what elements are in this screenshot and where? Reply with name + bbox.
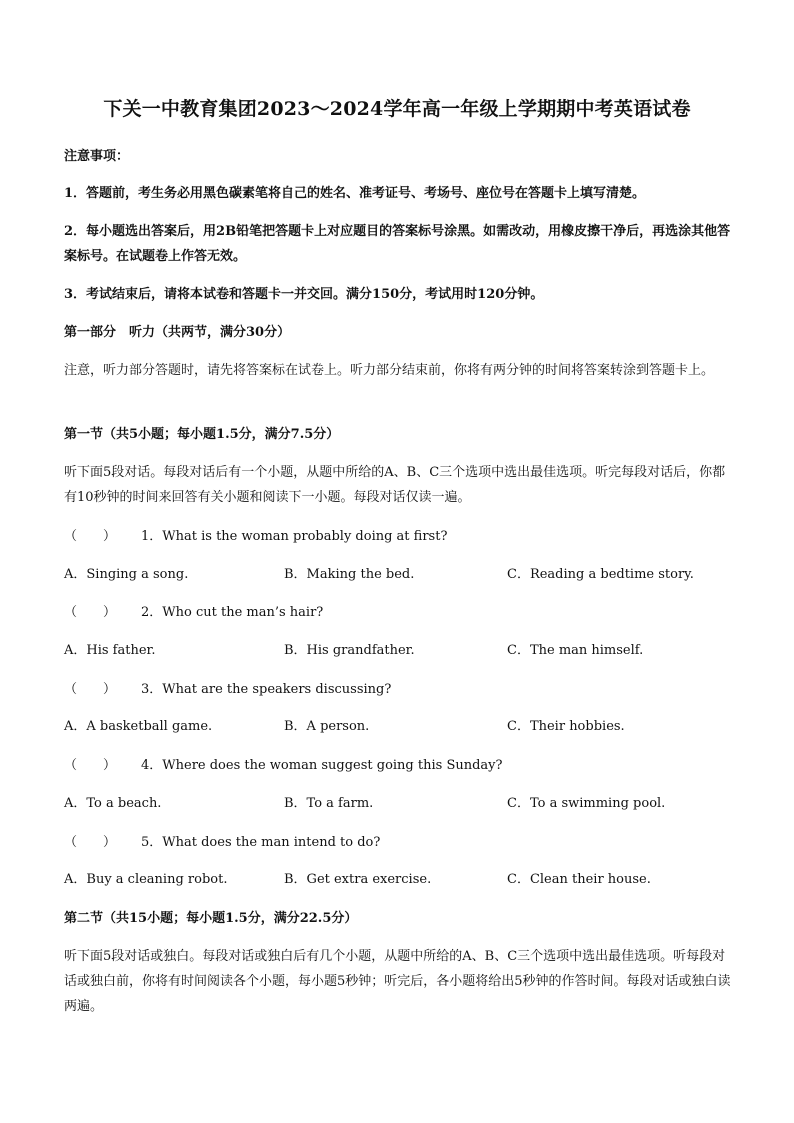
answer-bracket[interactable]: （ ） bbox=[64, 758, 117, 773]
section1-instructions: 听下面5段对话。每段对话后有一个小题，从题中所给的A、B、C三个选项中选出最佳选项。听完每段对话后，你都有10秒钟的时间来回答有关小题和阅读下一小题。每段对话仅读一遍。 bbox=[64, 465, 726, 505]
q4-option-b: B．To a farm. bbox=[284, 796, 374, 811]
q4-option-c: C．To a swimming pool. bbox=[507, 796, 666, 811]
q5-option-c: C．Clean their house. bbox=[507, 872, 651, 887]
section2-instructions: 听下面5段对话或独白。每段对话或独白后有几个小题，从题中所给的A、B、C三个选项中选出最佳选项。听每段对话或独白前，你将有时间阅读各个小题，每小题5秒钟；听完后，各小题将给出5秒钟的作答时间。每段对话或独白读两遍。 bbox=[64, 949, 731, 1014]
q1-option-b: B．Making the bed. bbox=[284, 567, 415, 582]
question-text: 3．What are the speakers discussing? bbox=[141, 682, 392, 697]
notice-item-2: 2．每小题选出答案后，用2B铅笔把答题卡上对应题目的答案标号涂黑。如需改动，用橡皮擦干净后，再选涂其他答案标号。在试题卷上作答无效。 bbox=[64, 224, 731, 264]
answer-bracket[interactable]: （ ） bbox=[64, 529, 117, 544]
q1-option-c: C．Reading a bedtime story. bbox=[507, 567, 694, 582]
question-text: 4．Where does the woman suggest going this Sunday? bbox=[141, 758, 503, 773]
question-text: 1．What is the woman probably doing at first? bbox=[141, 529, 448, 544]
q2-option-b: B．His grandfather. bbox=[284, 643, 415, 658]
question-text: 2．Who cut the man’s hair? bbox=[141, 605, 324, 620]
question-text: 5．What does the man intend to do? bbox=[141, 835, 381, 850]
question-2 bbox=[64, 600, 734, 625]
notice-item-1: 1．答题前，考生务必用黑色碳素笔将自己的姓名、准考证号、考场号、座位号在答题卡上填写清楚。 bbox=[64, 186, 646, 201]
q2-option-c: C．The man himself. bbox=[507, 643, 644, 658]
q1-option-a: A．Singing a song. bbox=[64, 567, 189, 582]
q5-option-a: A．Buy a cleaning robot. bbox=[64, 872, 228, 887]
question-3 bbox=[64, 677, 734, 702]
question-1 bbox=[64, 524, 734, 549]
q4-option-a: A．To a beach. bbox=[64, 796, 162, 811]
answer-bracket[interactable]: （ ） bbox=[64, 605, 117, 620]
q3-option-c: C．Their hobbies. bbox=[507, 719, 625, 734]
notice-heading: 注意事项： bbox=[64, 149, 130, 164]
exam-title: 下关一中教育集团2023～2024学年高一年级上学期期中考英语试卷 bbox=[103, 98, 691, 120]
question-5 bbox=[64, 830, 734, 855]
question-4 bbox=[64, 753, 734, 778]
q3-option-b: B．A person. bbox=[284, 719, 370, 734]
q3-option-a: A．A basketball game. bbox=[64, 719, 213, 734]
part1-note: 注意，听力部分答题时，请先将答案标在试卷上。听力部分结束前，你将有两分钟的时间将答案转涂到答题卡上。 bbox=[64, 363, 715, 378]
part1-heading: 第一部分 听力（共两节，满分30分） bbox=[64, 325, 291, 340]
answer-bracket[interactable]: （ ） bbox=[64, 835, 117, 850]
q5-option-b: B．Get extra exercise. bbox=[284, 872, 432, 887]
section1-heading: 第一节（共5小题；每小题1.5分，满分7.5分） bbox=[64, 427, 340, 442]
q2-option-a: A．His father. bbox=[64, 643, 156, 658]
section2-heading: 第二节（共15小题；每小题1.5分，满分22.5分） bbox=[64, 911, 358, 926]
answer-bracket[interactable]: （ ） bbox=[64, 682, 117, 697]
notice-item-3: 3．考试结束后，请将本试卷和答题卡一并交回。满分150分，考试用时120分钟。 bbox=[64, 287, 544, 302]
